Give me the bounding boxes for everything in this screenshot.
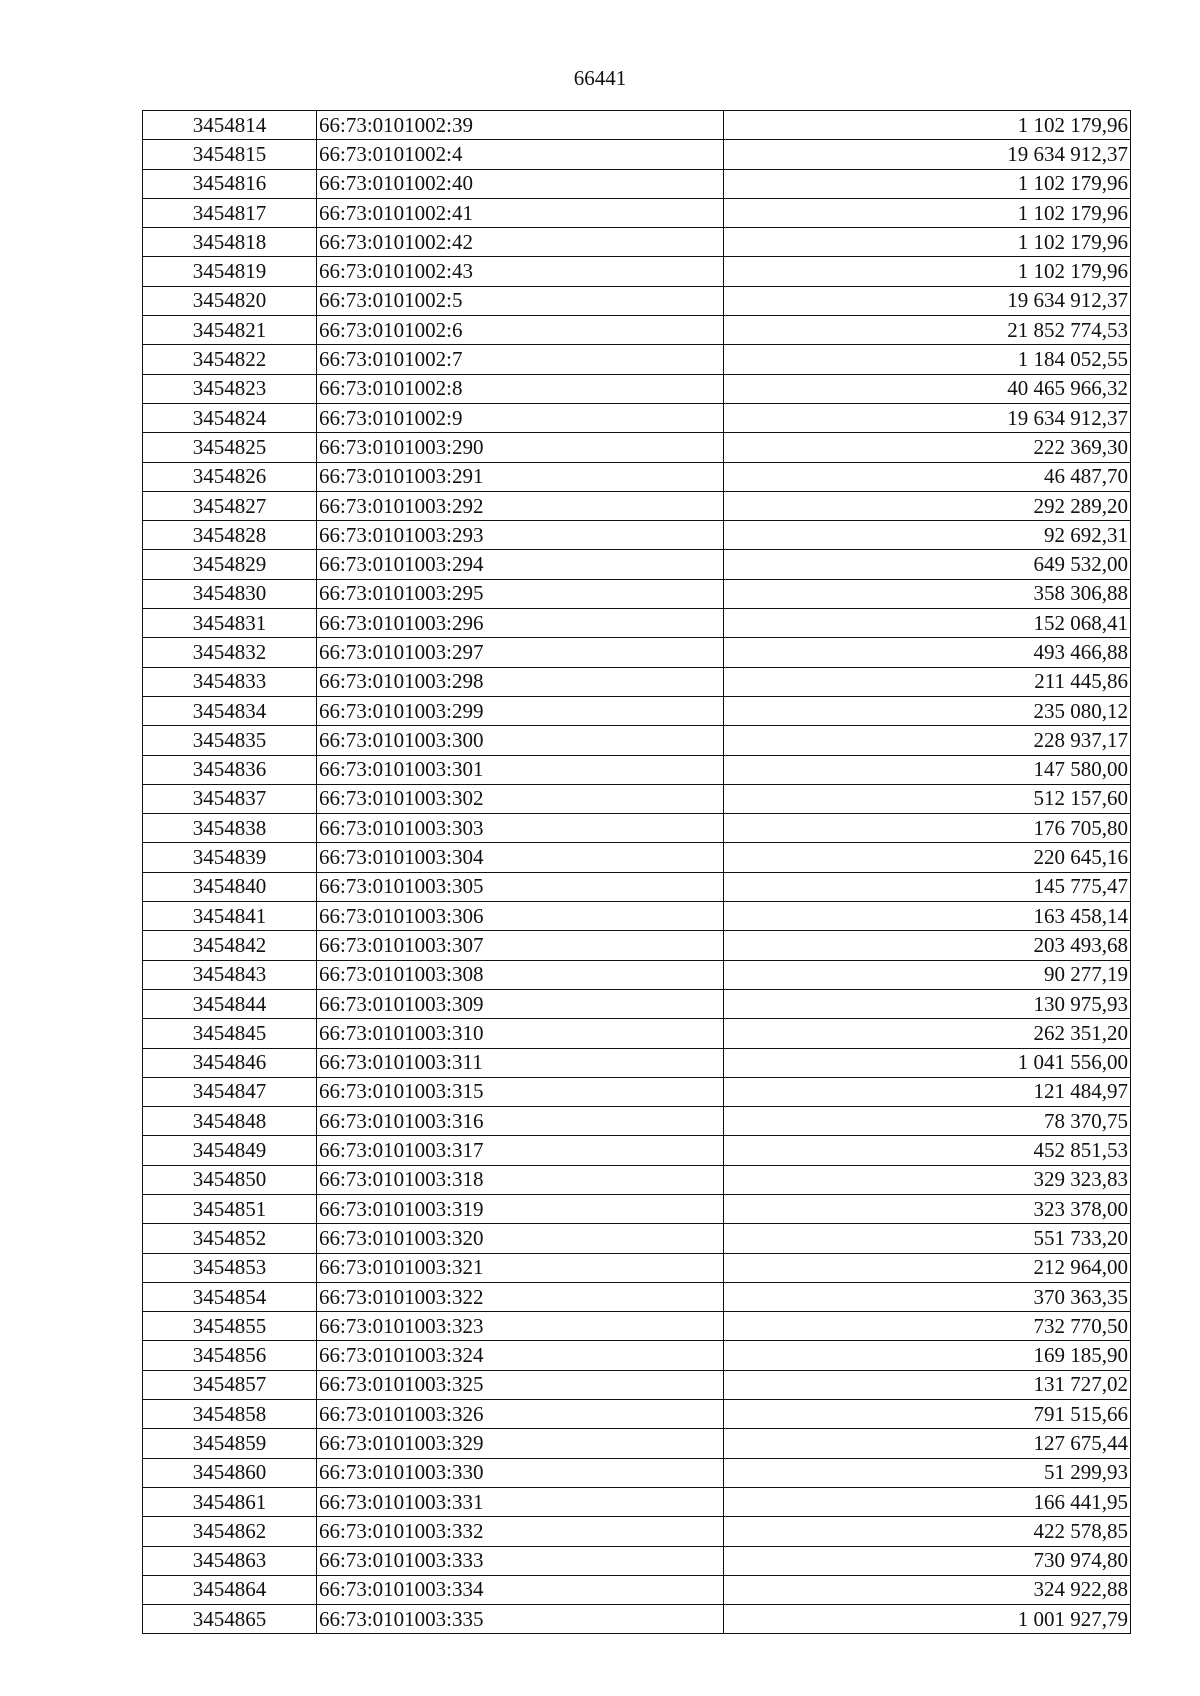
record-number-cell: 3454834 <box>143 696 317 725</box>
cadastral-number-cell: 66:73:0101003:304 <box>317 843 724 872</box>
cadastral-number-cell: 66:73:0101003:290 <box>317 433 724 462</box>
cadastral-number-cell: 66:73:0101002:8 <box>317 374 724 403</box>
record-number-cell: 3454816 <box>143 169 317 198</box>
table-row <box>143 638 1131 667</box>
record-number-cell: 3454851 <box>143 1194 317 1223</box>
cadastral-number-cell: 66:73:0101002:9 <box>317 403 724 432</box>
table-row <box>143 1605 1131 1634</box>
table-row <box>143 1107 1131 1136</box>
cadastral-value-cell: 1 001 927,79 <box>724 1605 1131 1634</box>
cadastral-value-cell: 21 852 774,53 <box>724 316 1131 345</box>
cadastral-value-cell: 649 532,00 <box>724 550 1131 579</box>
record-number-cell: 3454830 <box>143 579 317 608</box>
record-number-cell: 3454839 <box>143 843 317 872</box>
table-row <box>143 1341 1131 1370</box>
record-number-cell: 3454853 <box>143 1253 317 1282</box>
cadastral-value-cell: 370 363,35 <box>724 1282 1131 1311</box>
cadastral-value-cell: 145 775,47 <box>724 872 1131 901</box>
cadastral-value-cell: 51 299,93 <box>724 1458 1131 1487</box>
cadastral-value-cell: 324 922,88 <box>724 1575 1131 1604</box>
cadastral-number-cell: 66:73:0101003:292 <box>317 491 724 520</box>
cadastral-number-cell: 66:73:0101002:40 <box>317 169 724 198</box>
cadastral-value-cell: 422 578,85 <box>724 1517 1131 1546</box>
table-row <box>143 814 1131 843</box>
record-number-cell: 3454862 <box>143 1517 317 1546</box>
cadastral-value-cell: 732 770,50 <box>724 1312 1131 1341</box>
cadastral-number-cell: 66:73:0101003:335 <box>317 1605 724 1634</box>
cadastral-value-cell: 203 493,68 <box>724 931 1131 960</box>
record-number-cell: 3454840 <box>143 872 317 901</box>
cadastral-value-cell: 730 974,80 <box>724 1546 1131 1575</box>
record-number-cell: 3454822 <box>143 345 317 374</box>
cadastral-number-cell: 66:73:0101003:320 <box>317 1224 724 1253</box>
record-number-cell: 3454827 <box>143 491 317 520</box>
table-row <box>143 1517 1131 1546</box>
record-number-cell: 3454842 <box>143 931 317 960</box>
table-row <box>143 1253 1131 1282</box>
cadastral-number-cell: 66:73:0101003:309 <box>317 989 724 1018</box>
record-number-cell: 3454826 <box>143 462 317 491</box>
record-number-cell: 3454823 <box>143 374 317 403</box>
table-row <box>143 1458 1131 1487</box>
cadastral-number-cell: 66:73:0101003:310 <box>317 1019 724 1048</box>
cadastral-number-cell: 66:73:0101003:321 <box>317 1253 724 1282</box>
record-number-cell: 3454820 <box>143 286 317 315</box>
cadastral-value-cell: 19 634 912,37 <box>724 140 1131 169</box>
table-row <box>143 1136 1131 1165</box>
table-row <box>143 1224 1131 1253</box>
cadastral-number-cell: 66:73:0101003:302 <box>317 784 724 813</box>
table-row <box>143 1400 1131 1429</box>
cadastral-number-cell: 66:73:0101003:331 <box>317 1487 724 1516</box>
table-row <box>143 550 1131 579</box>
record-number-cell: 3454815 <box>143 140 317 169</box>
record-number-cell: 3454849 <box>143 1136 317 1165</box>
table-row <box>143 1575 1131 1604</box>
cadastral-number-cell: 66:73:0101003:330 <box>317 1458 724 1487</box>
table-row <box>143 140 1131 169</box>
table-row <box>143 374 1131 403</box>
cadastral-value-cell: 262 351,20 <box>724 1019 1131 1048</box>
cadastral-value-cell: 40 465 966,32 <box>724 374 1131 403</box>
cadastral-value-cell: 46 487,70 <box>724 462 1131 491</box>
table-row <box>143 316 1131 345</box>
cadastral-value-table <box>142 110 1131 1634</box>
cadastral-number-cell: 66:73:0101003:305 <box>317 872 724 901</box>
cadastral-number-cell: 66:73:0101003:311 <box>317 1048 724 1077</box>
cadastral-number-cell: 66:73:0101003:326 <box>317 1400 724 1429</box>
record-number-cell: 3454861 <box>143 1487 317 1516</box>
table-row <box>143 726 1131 755</box>
cadastral-value-cell: 169 185,90 <box>724 1341 1131 1370</box>
table-row <box>143 1312 1131 1341</box>
cadastral-number-cell: 66:73:0101002:5 <box>317 286 724 315</box>
cadastral-value-cell: 90 277,19 <box>724 960 1131 989</box>
cadastral-value-cell: 163 458,14 <box>724 902 1131 931</box>
cadastral-number-cell: 66:73:0101003:318 <box>317 1165 724 1194</box>
cadastral-number-cell: 66:73:0101003:293 <box>317 521 724 550</box>
cadastral-value-cell: 1 102 179,96 <box>724 111 1131 140</box>
cadastral-value-cell: 131 727,02 <box>724 1370 1131 1399</box>
record-number-cell: 3454837 <box>143 784 317 813</box>
cadastral-number-cell: 66:73:0101002:42 <box>317 228 724 257</box>
record-number-cell: 3454847 <box>143 1077 317 1106</box>
table-row <box>143 491 1131 520</box>
record-number-cell: 3454844 <box>143 989 317 1018</box>
table-row <box>143 462 1131 491</box>
table-row <box>143 960 1131 989</box>
cadastral-number-cell: 66:73:0101003:297 <box>317 638 724 667</box>
record-number-cell: 3454832 <box>143 638 317 667</box>
cadastral-value-cell: 212 964,00 <box>724 1253 1131 1282</box>
record-number-cell: 3454817 <box>143 198 317 227</box>
record-number-cell: 3454841 <box>143 902 317 931</box>
cadastral-number-cell: 66:73:0101002:7 <box>317 345 724 374</box>
record-number-cell: 3454845 <box>143 1019 317 1048</box>
record-number-cell: 3454863 <box>143 1546 317 1575</box>
record-number-cell: 3454831 <box>143 609 317 638</box>
cadastral-number-cell: 66:73:0101003:307 <box>317 931 724 960</box>
table-row <box>143 345 1131 374</box>
cadastral-number-cell: 66:73:0101003:316 <box>317 1107 724 1136</box>
cadastral-number-cell: 66:73:0101003:332 <box>317 1517 724 1546</box>
cadastral-value-cell: 166 441,95 <box>724 1487 1131 1516</box>
cadastral-value-cell: 127 675,44 <box>724 1429 1131 1458</box>
cadastral-value-cell: 551 733,20 <box>724 1224 1131 1253</box>
table-row <box>143 1165 1131 1194</box>
record-number-cell: 3454821 <box>143 316 317 345</box>
cadastral-value-cell: 1 041 556,00 <box>724 1048 1131 1077</box>
cadastral-number-cell: 66:73:0101003:303 <box>317 814 724 843</box>
record-number-cell: 3454848 <box>143 1107 317 1136</box>
record-number-cell: 3454835 <box>143 726 317 755</box>
record-number-cell: 3454819 <box>143 257 317 286</box>
table-row <box>143 1487 1131 1516</box>
table-row <box>143 169 1131 198</box>
record-number-cell: 3454838 <box>143 814 317 843</box>
table-body <box>143 111 1131 1634</box>
record-number-cell: 3454814 <box>143 111 317 140</box>
record-number-cell: 3454856 <box>143 1341 317 1370</box>
cadastral-value-cell: 329 323,83 <box>724 1165 1131 1194</box>
table-row <box>143 1019 1131 1048</box>
table-row <box>143 1429 1131 1458</box>
record-number-cell: 3454859 <box>143 1429 317 1458</box>
cadastral-value-cell: 220 645,16 <box>724 843 1131 872</box>
cadastral-value-cell: 19 634 912,37 <box>724 403 1131 432</box>
cadastral-value-cell: 152 068,41 <box>724 609 1131 638</box>
table-row <box>143 843 1131 872</box>
cadastral-value-cell: 1 102 179,96 <box>724 169 1131 198</box>
cadastral-number-cell: 66:73:0101003:291 <box>317 462 724 491</box>
table-row <box>143 609 1131 638</box>
record-number-cell: 3454860 <box>143 1458 317 1487</box>
table-row <box>143 433 1131 462</box>
table-row <box>143 286 1131 315</box>
cadastral-number-cell: 66:73:0101003:319 <box>317 1194 724 1223</box>
cadastral-value-cell: 791 515,66 <box>724 1400 1131 1429</box>
record-number-cell: 3454836 <box>143 755 317 784</box>
table-row <box>143 667 1131 696</box>
record-number-cell: 3454833 <box>143 667 317 696</box>
table-row <box>143 1048 1131 1077</box>
record-number-cell: 3454854 <box>143 1282 317 1311</box>
cadastral-value-cell: 452 851,53 <box>724 1136 1131 1165</box>
record-number-cell: 3454850 <box>143 1165 317 1194</box>
table-row <box>143 989 1131 1018</box>
cadastral-number-cell: 66:73:0101002:39 <box>317 111 724 140</box>
table-row <box>143 228 1131 257</box>
record-number-cell: 3454825 <box>143 433 317 462</box>
cadastral-number-cell: 66:73:0101003:315 <box>317 1077 724 1106</box>
table-row <box>143 1282 1131 1311</box>
record-number-cell: 3454855 <box>143 1312 317 1341</box>
cadastral-number-cell: 66:73:0101003:308 <box>317 960 724 989</box>
cadastral-number-cell: 66:73:0101003:333 <box>317 1546 724 1575</box>
cadastral-value-cell: 358 306,88 <box>724 579 1131 608</box>
cadastral-number-cell: 66:73:0101003:329 <box>317 1429 724 1458</box>
cadastral-value-cell: 228 937,17 <box>724 726 1131 755</box>
cadastral-value-cell: 1 102 179,96 <box>724 198 1131 227</box>
cadastral-value-cell: 211 445,86 <box>724 667 1131 696</box>
cadastral-number-cell: 66:73:0101003:300 <box>317 726 724 755</box>
cadastral-value-cell: 78 370,75 <box>724 1107 1131 1136</box>
table-row <box>143 902 1131 931</box>
record-number-cell: 3454824 <box>143 403 317 432</box>
table-row <box>143 755 1131 784</box>
cadastral-value-cell: 130 975,93 <box>724 989 1131 1018</box>
cadastral-number-cell: 66:73:0101003:301 <box>317 755 724 784</box>
table-row <box>143 784 1131 813</box>
table-row <box>143 1546 1131 1575</box>
cadastral-number-cell: 66:73:0101003:334 <box>317 1575 724 1604</box>
cadastral-number-cell: 66:73:0101003:322 <box>317 1282 724 1311</box>
cadastral-number-cell: 66:73:0101003:295 <box>317 579 724 608</box>
cadastral-number-cell: 66:73:0101003:324 <box>317 1341 724 1370</box>
record-number-cell: 3454846 <box>143 1048 317 1077</box>
cadastral-value-cell: 323 378,00 <box>724 1194 1131 1223</box>
record-number-cell: 3454818 <box>143 228 317 257</box>
cadastral-number-cell: 66:73:0101002:6 <box>317 316 724 345</box>
cadastral-value-cell: 1 102 179,96 <box>724 257 1131 286</box>
cadastral-number-cell: 66:73:0101003:306 <box>317 902 724 931</box>
cadastral-value-cell: 493 466,88 <box>724 638 1131 667</box>
table-row <box>143 257 1131 286</box>
record-number-cell: 3454858 <box>143 1400 317 1429</box>
cadastral-number-cell: 66:73:0101003:299 <box>317 696 724 725</box>
cadastral-value-cell: 512 157,60 <box>724 784 1131 813</box>
table-row <box>143 521 1131 550</box>
cadastral-value-cell: 1 102 179,96 <box>724 228 1131 257</box>
page-number: 66441 <box>573 66 627 90</box>
cadastral-value-cell: 222 369,30 <box>724 433 1131 462</box>
cadastral-value-cell: 92 692,31 <box>724 521 1131 550</box>
record-number-cell: 3454857 <box>143 1370 317 1399</box>
cadastral-value-cell: 1 184 052,55 <box>724 345 1131 374</box>
table-row <box>143 1370 1131 1399</box>
table-row <box>143 111 1131 140</box>
cadastral-value-cell: 147 580,00 <box>724 755 1131 784</box>
cadastral-number-cell: 66:73:0101002:43 <box>317 257 724 286</box>
cadastral-value-cell: 235 080,12 <box>724 696 1131 725</box>
table-row <box>143 579 1131 608</box>
cadastral-number-cell: 66:73:0101003:294 <box>317 550 724 579</box>
cadastral-value-cell: 176 705,80 <box>724 814 1131 843</box>
cadastral-number-cell: 66:73:0101002:41 <box>317 198 724 227</box>
cadastral-number-cell: 66:73:0101002:4 <box>317 140 724 169</box>
cadastral-number-cell: 66:73:0101003:298 <box>317 667 724 696</box>
table-row <box>143 198 1131 227</box>
record-number-cell: 3454828 <box>143 521 317 550</box>
table-row <box>143 872 1131 901</box>
record-number-cell: 3454864 <box>143 1575 317 1604</box>
table-row <box>143 696 1131 725</box>
record-number-cell: 3454829 <box>143 550 317 579</box>
record-number-cell: 3454852 <box>143 1224 317 1253</box>
record-number-cell: 3454843 <box>143 960 317 989</box>
cadastral-value-cell: 19 634 912,37 <box>724 286 1131 315</box>
table-row <box>143 1194 1131 1223</box>
cadastral-number-cell: 66:73:0101003:296 <box>317 609 724 638</box>
cadastral-number-cell: 66:73:0101003:323 <box>317 1312 724 1341</box>
cadastral-number-cell: 66:73:0101003:317 <box>317 1136 724 1165</box>
table-row <box>143 403 1131 432</box>
table-row <box>143 931 1131 960</box>
table-row <box>143 1077 1131 1106</box>
cadastral-value-cell: 292 289,20 <box>724 491 1131 520</box>
record-number-cell: 3454865 <box>143 1605 317 1634</box>
cadastral-number-cell: 66:73:0101003:325 <box>317 1370 724 1399</box>
cadastral-value-cell: 121 484,97 <box>724 1077 1131 1106</box>
